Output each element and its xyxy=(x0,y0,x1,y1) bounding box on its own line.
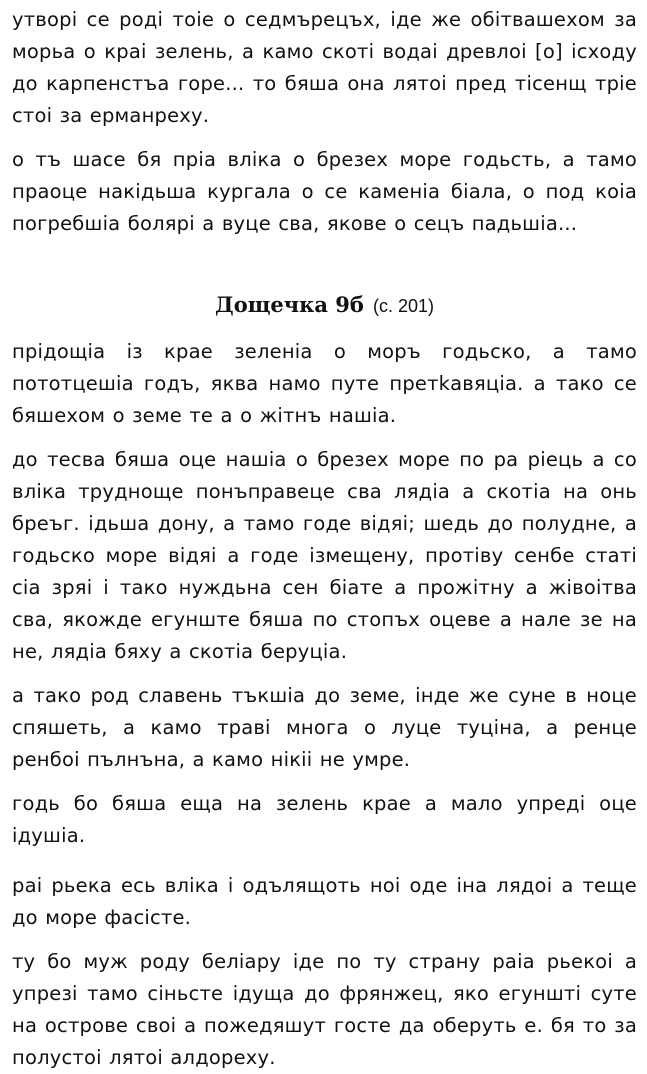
section-heading xyxy=(12,288,637,324)
paragraph-6: годь бо бяша еща на зелень крае а мало упреді оце ідушіа. xyxy=(12,792,637,847)
paragraph-7: раі рьека есь вліка і одълящоть ноі оде іна лядоі а теще до море фасісте. xyxy=(12,874,637,929)
paragraph-5: а тако род славень тъкшіа до земе, інде же суне в ноце спяшеть, а камо траві многа о луце туціна, а ренце ренбоі пълнъна, а камо нікіі не умре. xyxy=(12,684,637,771)
section-page-ref: (с. 201) xyxy=(372,296,434,316)
paragraph-3: прідощіа із крае зеленіа о моръ годьско, а тамо пототцешіа годъ, яква намо путе претkавяціа. а тако се бяшехом о земе те а о жітнъ нашіа. xyxy=(12,340,637,427)
paragraph-2: о тъ шасе бя пріа вліка о брезех море годьсть, а тамо праоце накідьша кургала о се каменіа біала, о под коіа погребшіа болярі а вуце сва, якове о сецъ падьшіа... xyxy=(12,148,637,235)
paragraph-1: утворі се роді тоіе о седмърецъх, іде же обітвашехом за морьа о краі зелень, а камо скоті водаі древлоі [о] ісходу до карпенстъа горе... то бяша она лятоі пред тісенщ тріе стоі за ерманреху. xyxy=(12,8,637,127)
paragraph-4: до тесва бяша оце нашіа о брезех море по ра ріець а со вліка трудноще понъправеце сва лядіа а скотіа на онь бреъг. ідьша дону, а тамо годе відяі; шедь до полудне, а годьско море відяі а годе ізмещену, протіву сенбе статі сіа зряі і тако нуждьна сен біате а прожітну а жівоітва сва, якожде егунште бяша по стопъх оцеве а нале зе на не, лядіа бяху а скотіа беруціа. xyxy=(12,448,637,663)
paragraph-8: ту бо муж роду беліару іде по ту страну раіа рьекоі а упрезі тамо сіньсте ідуща до фрянжец, яко егуншті суте на острове своі а пожедяшут госте да оберуть е. бя то за полустоі лятоі алдореху. xyxy=(12,950,637,1069)
section-title: Дощечка 9б xyxy=(215,292,364,317)
